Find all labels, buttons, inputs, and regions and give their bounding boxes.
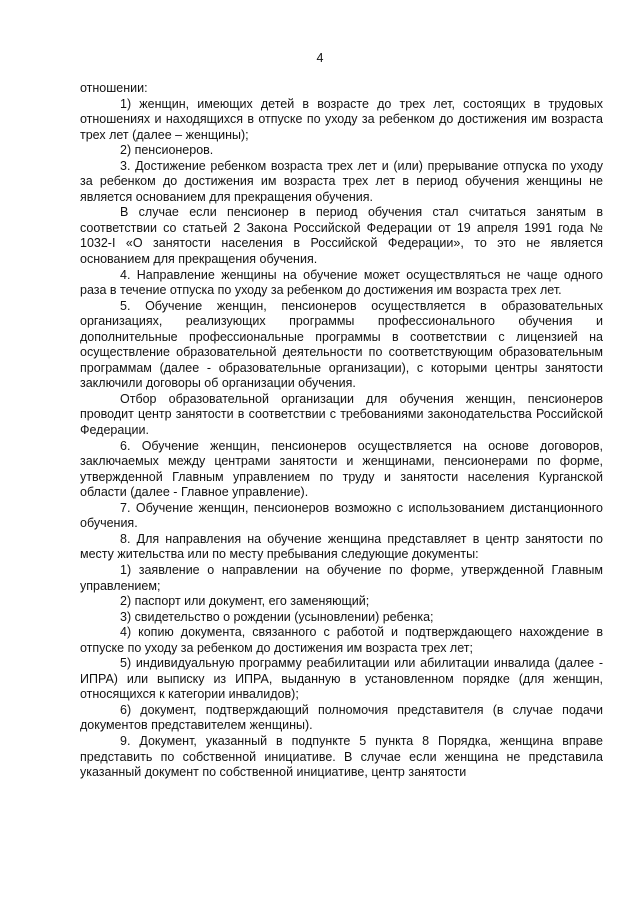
document-paragraph: 7. Обучение женщин, пенсионеров возможно с использованием дистанционного обучения. [80,500,603,531]
document-paragraph: 8. Для направления на обучение женщина представляет в центр занятости по месту жительства или по месту пребывания следующие документы: [80,531,603,562]
document-paragraph: отношении: [80,81,148,95]
document-paragraph: 4) копию документа, связанного с работой и подтверждающего нахождение в отпуске по уходу за ребенком до достижения им возраста трех лет; [80,625,603,655]
document-body [80,81,603,781]
document-paragraph: 1) женщин, имеющих детей в возрасте до трех лет, состоящих в трудовых отношениях и находящихся в отпуске по уходу за ребенком до достижения им возраста трех лет (далее – женщины); [80,96,603,142]
document-paragraph: 5) индивидуальную программу реабилитации или абилитации инвалида (далее - ИПРА) или выписку из ИПРА, выданную в установленном порядке (для женщин, относящихся к категории инвалидов); [80,656,603,702]
document-paragraph: 6. Обучение женщин, пенсионеров осуществляется на основе договоров, заключаемых между центрами занятости и женщинами, пенсионерами по форме, утвержденной Главным управлением по труду и занятости населения Курганской области (далее - Главное управление). [80,438,603,500]
document-paragraph: 2) пенсионеров. [120,143,214,158]
document-paragraph: 3. Достижение ребенком возраста трех лет и (или) прерывание отпуска по уходу за ребенком до достижения им возраста трех лет в период обучения женщины не является основанием для прекращения обучения. [80,158,603,204]
document-paragraph: 5. Обучение женщин, пенсионеров осуществляется в образовательных организациях, реализующих программы профессионального обучения и дополнительные профессиональные программы в соответствии с лицензией на осуществление образовательной деятельности по соответствующим образовательным программам (далее - образовательные организации), с которыми центры занятости заключили договоры об организации обучения. [80,298,603,391]
page-number: 4 [316,51,324,65]
document-paragraph: 3) свидетельство о рождении (усыновлении) ребенка; [120,609,434,624]
document-paragraph: Отбор образовательной организации для обучения женщин, пенсионеров проводит центр занятости в соответствии с требованиями законодательства Российской Федерации. [80,391,603,438]
document-paragraph: 9. Документ, указанный в подпункте 5 пункта 8 Порядка, женщина вправе представить по собственной инициативе. В случае если женщина не представила указанный документ по собственной инициативе, центр занятости [80,733,603,780]
document-paragraph: 1) заявление о направлении на обучение по форме, утвержденной Главным управлением; [80,562,603,593]
document-paragraph: 4. Направление женщины на обучение может осуществляться не чаще одного раза в течение отпуска по уходу за ребенком до достижения им возраста трех лет. [80,267,603,298]
document-paragraph: 6) документ, подтверждающий полномочия представителя (в случае подачи документов представителем женщины). [80,702,603,733]
document-paragraph: В случае если пенсионер в период обучения стал считаться занятым в соответствии со статьей 2 Закона Российской Федерации от 19 апреля 1991 года № 1032-I «О занятости населения в Российской Федерации», то это не является основанием для прекращения обучения. [80,205,603,267]
document-paragraph: 2) паспорт или документ, его заменяющий; [120,594,370,609]
